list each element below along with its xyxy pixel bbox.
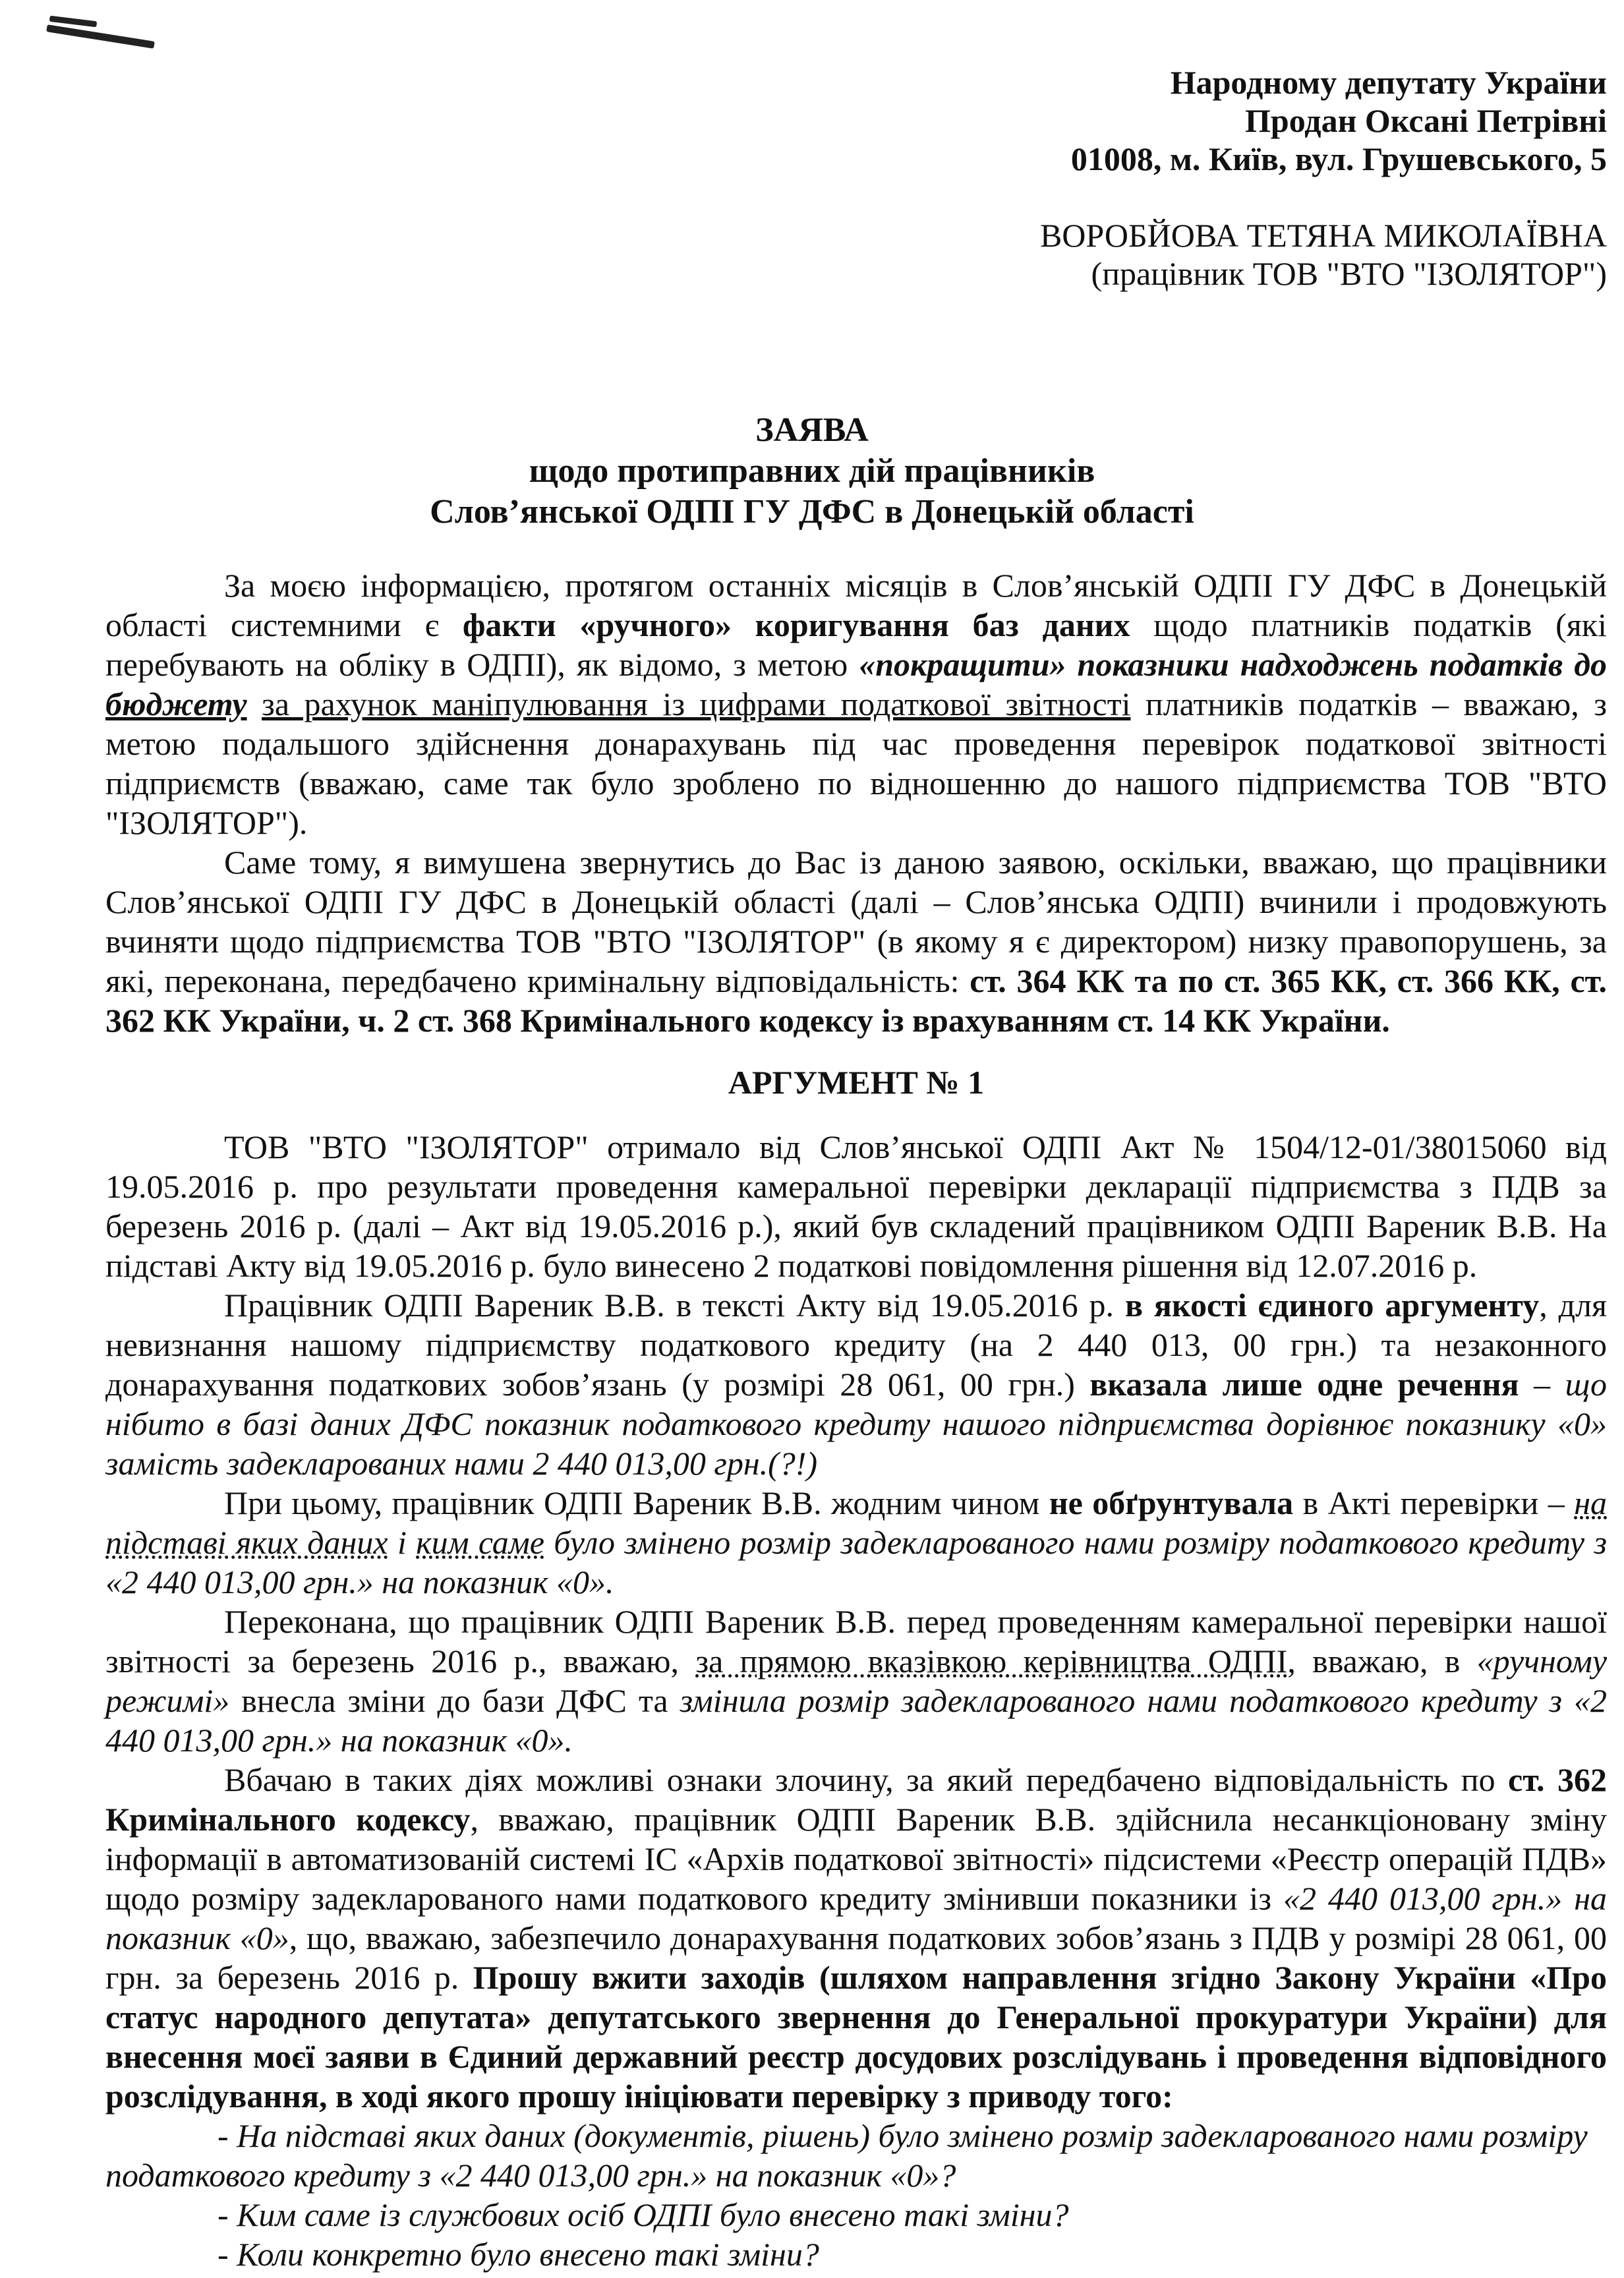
emphasized-text: і xyxy=(388,1524,417,1561)
emphasized-text: «покращити» показники надходжень податків до xyxy=(859,646,1607,683)
scan-mark xyxy=(46,24,155,49)
document-title xyxy=(0,410,1624,533)
emphasized-text: за рахунок маніпулювання із цифрами податкової звітності xyxy=(262,686,1131,722)
emphasized-text: «ручному режимі» xyxy=(105,1643,1608,1719)
emphasized-text: факти «ручного» коригування баз даних xyxy=(462,606,1130,643)
text-run: Вбачаю в таких діях можливі ознаки злочину, за який передбачено відповідальність по xyxy=(224,1761,1509,1798)
emphasized-text: ст. 362 Кримінального кодексу xyxy=(105,1761,1608,1838)
emphasized-text: «2 440 013,00 грн.» на показник «0» xyxy=(105,1880,1608,1956)
document-body xyxy=(105,566,1607,2274)
sender-block xyxy=(1040,216,1607,293)
text-run: внесла зміни до бази ДФС та xyxy=(229,1682,680,1719)
emphasized-text: не обґрунтувала xyxy=(1049,1484,1294,1521)
recipient-address: 01008, м. Київ, вул. Грушевського, 5 xyxy=(1070,140,1607,177)
paragraph xyxy=(105,566,1607,842)
emphasized-text: в якості єдиного аргументу xyxy=(1124,1287,1540,1324)
emphasized-text: вказала лише одне речення xyxy=(1089,1366,1519,1403)
paragraph xyxy=(105,842,1607,1040)
emphasized-text: ким саме xyxy=(416,1524,544,1561)
text-run: , для невизнання нашому підприємству податкового кредиту (на 2 440 013, 00 грн.) та незаконного донарахування податкових зобов’язань (у розмірі 28 061, 00 грн.) xyxy=(105,1287,1608,1403)
paragraph xyxy=(105,1483,1607,1602)
recipient-line: Народному депутату України xyxy=(1170,64,1607,101)
text-run: Переконана, що працівник ОДПІ Вареник В.В. перед проведенням камеральної перевірки нашої звітності за березень 2016 р., вважаю, xyxy=(105,1603,1607,1679)
paragraph xyxy=(105,1285,1607,1483)
question-item: - Ким саме із службових осіб ОДПІ було внесено такі зміни? xyxy=(218,2196,1069,2233)
sender-name: ВОРОБЙОВА ТЕТЯНА МИКОЛАЇВНА xyxy=(1039,217,1607,254)
argument-section xyxy=(105,1127,1607,2116)
title-main: ЗАЯВА xyxy=(755,411,869,449)
question-item: - Коли конкретно було внесено такі зміни? xyxy=(218,2236,819,2273)
paragraph xyxy=(105,1602,1607,1760)
title-subtitle: щодо протиправних дій працівників xyxy=(529,452,1095,490)
text-run: – xyxy=(1519,1366,1565,1403)
text-run xyxy=(247,686,262,722)
emphasized-text: ст. 364 КК та по ст. 365 КК, ст. 366 КК, ст. 362 КК України, ч. 2 ст. 368 Кримінального кодексу із врахуванням ст. 14 КК України. xyxy=(105,962,1607,1039)
text-run: щодо платників податків (які перебувають на обліку в ОДПІ), як відомо, з метою xyxy=(105,606,1607,683)
emphasized-text: за прямою вказівкою керівництва ОДПІ xyxy=(695,1643,1288,1679)
text-run: Працівник ОДПІ Вареник В.В. в тексті Акту від 19.05.2016 р. xyxy=(224,1287,1125,1324)
argument-heading: АРГУМЕНТ № 1 xyxy=(728,1064,985,1101)
emphasized-text: було змінено розмір задекларованого нами розміру податкового кредиту з «2 440 013,00 грн.» на показник «0». xyxy=(105,1524,1607,1600)
emphasized-text: змінила розмір задекларованого нами податкового кредиту з «2 440 013,00 грн.» на показник «0». xyxy=(105,1682,1607,1759)
emphasized-text: на підставі яких даних xyxy=(105,1484,1607,1561)
intro-section xyxy=(105,566,1607,1040)
emphasized-text: що нібито в базі даних ДФС показник податкового кредиту нашого підприємства дорівнює показнику «0» замість задекларованих нами 2 440 013,00 грн.(?!) xyxy=(105,1366,1608,1482)
questions-list xyxy=(105,2116,1607,2274)
emphasized-text: Прошу вжити заходів (шляхом направлення згідно Закону України «Про статус народного депутата» депутатського звернення до Генеральної прокуратури України) для внесення моєї заяви в Єдиний державний реєстр досудових розслідувань і проведення відповідного розслідування, в ході якого прошу ініціювати перевірку з приводу того: xyxy=(105,1959,1607,2115)
text-run: При цьому, працівник ОДПІ Вареник В.В. жодним чином xyxy=(224,1484,1049,1521)
recipient-block xyxy=(1071,63,1607,178)
text-run: , що, вважаю, забезпечило донарахування податкових зобов’язань з ПДВ у розмірі 28 061, 00 грн. за березень 2016 р. xyxy=(105,1919,1607,1996)
text-run: , вважаю, в xyxy=(1287,1643,1477,1679)
text-run: За моєю інформацією, протягом останніх місяців в Слов’янській ОДПІ ГУ ДФС в Донецькій області системними є xyxy=(105,567,1607,643)
question-item: - На підставі яких даних (документів, рішень) було змінено розмір задекларованого нами розміру податкового кредиту з «2 440 013,00 грн.» на показник «0»? xyxy=(105,2117,1588,2194)
paragraph xyxy=(105,1127,1607,1285)
text-run: ТОВ "ВТО "ІЗОЛЯТОР" отримало від Слов’янської ОДПІ Акт № 1504/12-01/38015060 від 19.05.2016 р. про результати проведення камеральної перевірки декларації підприємства з ПДВ за березень 2016 р. (далі – Акт від 19.05.2016 р.), який був складений працівником ОДПІ Вареник В.В. На підставі Акту від 19.05.2016 р. було винесено 2 податкові повідомлення рішення від 12.07.2016 р. xyxy=(105,1128,1607,1284)
recipient-line: Продан Оксані Петрівні xyxy=(1245,102,1607,139)
paragraph xyxy=(105,1760,1607,2116)
text-run: , вважаю, працівник ОДПІ Вареник В.В. здійснила несанкціоновану зміну інформації в автоматизованій системі ІС «Архів податкової звітності» підсистеми «Реєстр операцій ПДВ» щодо розміру задекларованого нами податкового кредиту змінивши показники із xyxy=(105,1801,1608,1917)
text-run: платників податків – вважаю, з метою подальшого здійснення донарахувань під час проведення перевірок податкової звітності підприємств (вважаю, саме так було зроблено по відношенню до нашого підприємства ТОВ "ВТО "ІЗОЛЯТОР"). xyxy=(105,686,1608,841)
text-run: Саме тому, я вимушена звернутись до Вас із даною заявою, оскільки, вважаю, що працівники Слов’янської ОДПІ ГУ ДФС в Донецькій області (далі – Слов’янська ОДПІ) вчинили і продовжують вчиняти щодо підприємства ТОВ "ВТО "ІЗОЛЯТОР" (в якому я є директором) низку правопорушень, за які, переконана, передбачено кримінальну відповідальність: xyxy=(105,844,1607,999)
sender-role: (працівник ТОВ "ВТО "ІЗОЛЯТОР") xyxy=(1091,255,1607,292)
text-run: в Акті перевірки – xyxy=(1293,1484,1575,1521)
emphasized-text: бюджету xyxy=(105,686,247,722)
title-subtitle: Слов’янської ОДПІ ГУ ДФС в Донецькій області xyxy=(430,493,1194,531)
